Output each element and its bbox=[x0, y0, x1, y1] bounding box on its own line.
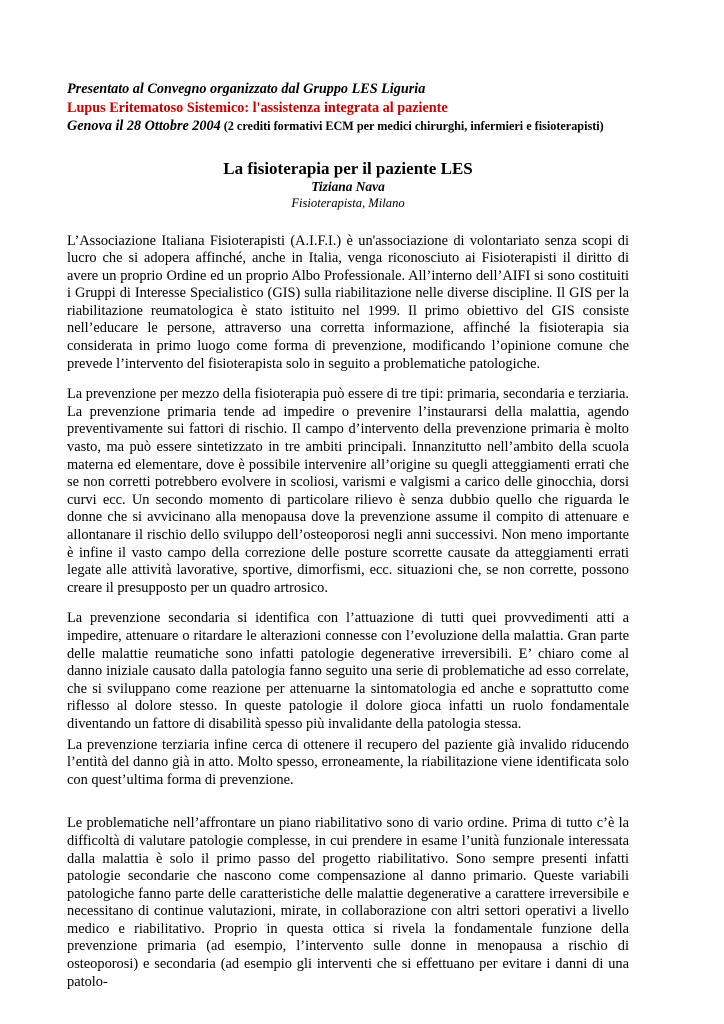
author-affiliation: Fisioterapista, Milano bbox=[291, 195, 405, 210]
article-author: Tiziana Nava bbox=[311, 178, 385, 194]
paragraph-aifi: L’Associazione Italiana Fisioterapisti (A.I.F.I.) è un'associazione di volontariato senza scopi di lucro che si adopera affinché, anche in Italia, venga riconosciuto ai Fisioterapisti il diritto di avere un proprio Ordine ed un proprio Albo Professionale. All’interno dell’AIFI si sono costituiti i Gruppi di Interesse Specialistico (GIS) sulla riabilitazione nelle diverse discipline. Il GIS per la riabilitazione reumatologica è stato istituito nel 1999. Il primo obiettivo del GIS consiste nell’educare le persone, attraverso una corretta informazione, affinché la fisioterapia sia considerata in primo luogo come forma di prevenzione, modificando l’opinione comune che prevede l’intervento del fisioterapista solo in seguito a problematiche patologiche. bbox=[67, 232, 629, 372]
paragraph-prevenzione-secondaria: La prevenzione secondaria si identifica con l’attuazione di tutti quei provvedimenti atti a impedire, attenuare o ritardare le alterazioni connesse con l’evoluzione della malattia. Gran parte delle malattie reumatiche sono infatti patologie degenerative irreversibili. E’ chiaro come al danno iniziale causato dalla patologia fanno seguito una serie di problematiche ad esso correlate, che si sviluppano come reazione per attenuarne la sintomatologia ed anche e soprattutto come riflesso al dolore stesso. In queste patologie il dolore gioca infatti un ruolo fondamentale diventando un fattore di disabilità spesso più invalidante della patologia stessa. bbox=[67, 610, 629, 732]
paragraph-prevenzione-terziaria: La prevenzione terziaria infine cerca di ottenere il recupero del paziente già invalido riducendo l’entità del danno già in atto. Molto spesso, erroneamente, la riabilitazione viene identificata solo con quest’ultima forma di prevenzione. bbox=[67, 736, 629, 788]
conference-presented-line: Presentato al Convegno organizzato dal Gruppo LES Liguria bbox=[67, 81, 426, 97]
conference-date: Genova il 28 Ottobre 2004 bbox=[67, 118, 221, 134]
document-page bbox=[67, 80, 629, 1004]
article-body bbox=[67, 233, 629, 992]
ecm-credits-note: (2 crediti formativi ECM per medici chirurghi, infermieri e fisioterapisti) bbox=[220, 119, 604, 133]
conference-date-line bbox=[67, 117, 629, 136]
conference-topic-line: Lupus Eritematoso Sistemico: l'assistenza integrata al paziente bbox=[67, 99, 448, 116]
article-title-block bbox=[67, 159, 629, 211]
article-title: La fisioterapia per il paziente LES bbox=[223, 158, 473, 178]
conference-header bbox=[67, 80, 629, 136]
paragraph-problematiche: Le problematiche nell’affrontare un piano riabilitativo sono di vario ordine. Prima di tutto c’è la difficoltà di valutare patologie complesse, in cui prendere in esame l’unità funzionale interessata dalla malattia è solo il primo passo del progetto riabilitativo. Sono sempre presenti infatti patologie secondarie che nascono come compensazione al danno primario. Queste variabili patologiche fanno parte delle caratteristiche delle malattie degenerative a carattere irreversibile e necessitano di continue valutazioni, mirate, in collaborazione con altri settori operativi a livello medico e riabilitativo. Proprio in questa ottica si rivela la fondamentale funzione della prevenzione primaria (ad esempio, l’intervento sulle donne in menopausa a rischio di osteoporosi) e secondaria (ad esempio gli interventi che si effettuano per evitare i danni di una patolo- bbox=[67, 815, 629, 990]
paragraph-prevenzione-primaria: La prevenzione per mezzo della fisioterapia può essere di tre tipi: primaria, secondaria e terziaria. La prevenzione primaria tende ad impedire o prevenire l’instaurarsi della malattia, agendo preventivamente sui fattori di rischio. Il campo d’intervento della prevenzione primaria è molto vasto, ma può essere sintetizzato in tre ambiti principali. Innanzitutto nell’ambito della scuola materna ed elementare, dove è possibile intervenire all’origine su quegli atteggiamenti errati che se non corretti potrebbero evolvere in scoliosi, varismi e valgismi a carico delle ginocchia, dorsi curvi ecc. Un secondo momento di particolare rilievo è senza dubbio quello che riguarda le donne che si avvicinano alla menopausa dove la prevenzione assume il compito di attenuare e allontanare il rischio dello sviluppo dell’osteoporosi negli anni successivi. Non meno importante è infine il vasto campo della correzione delle posture scorrette causate da atteggiamenti errati legate alle attività lavorative, sportive, dimorfismi, ecc. situazioni che, se non corrette, possono creare il presupposto per un quadro artrosico. bbox=[67, 386, 629, 596]
